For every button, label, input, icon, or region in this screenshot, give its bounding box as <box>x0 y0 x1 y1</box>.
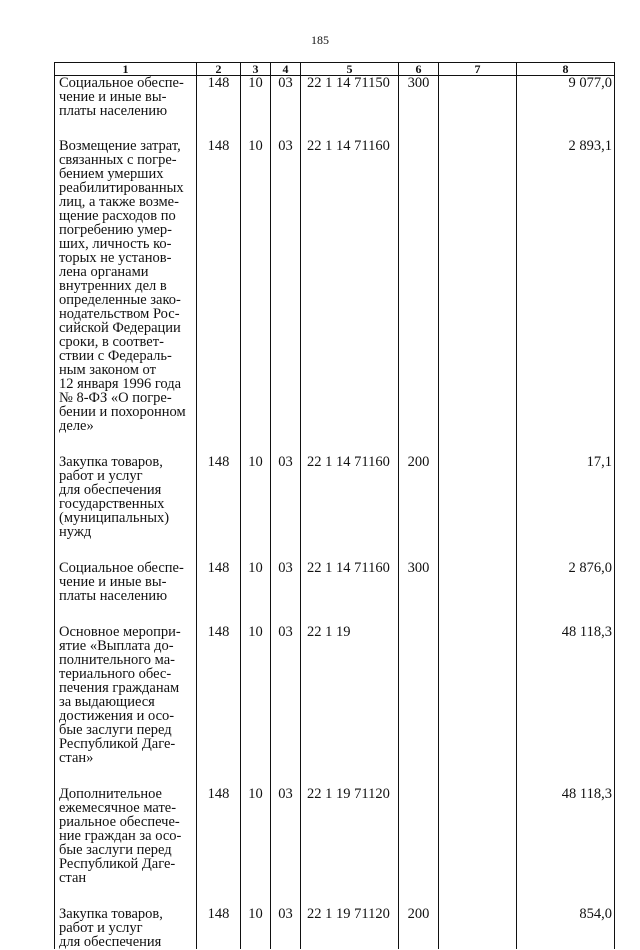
row-code-3: 10 <box>241 625 271 787</box>
page-number: 185 <box>311 33 329 47</box>
row-expense-type: 300 <box>399 561 439 625</box>
col-header-4: 4 <box>271 63 301 76</box>
row-code-2: 148 <box>197 139 241 455</box>
description-line: печения гражданам <box>59 680 180 696</box>
header-row <box>55 63 615 76</box>
row-code-4: 03 <box>271 76 301 140</box>
description-line: сийской Федерации <box>59 320 181 336</box>
row-code-2: 148 <box>197 787 241 907</box>
table-row <box>55 561 615 625</box>
description-line: торых не установ- <box>59 250 172 266</box>
row-col-7 <box>439 907 517 949</box>
row-expense-type: 300 <box>399 76 439 140</box>
row-code-4: 03 <box>271 787 301 907</box>
description-line: платы населению <box>59 588 168 604</box>
col-header-5: 5 <box>301 63 399 76</box>
row-target-code: 22 1 19 71120 <box>301 907 399 949</box>
description-line: работ и услуг <box>59 468 143 484</box>
row-expense-type: 200 <box>399 907 439 949</box>
description-line: стан» <box>59 750 94 766</box>
description-line: бением умерших <box>59 166 164 182</box>
row-code-4: 03 <box>271 625 301 787</box>
description-line: 12 января 1996 года <box>59 376 182 392</box>
description-line: платы населению <box>59 103 168 119</box>
table-row <box>55 625 615 787</box>
description-line: внутренних дел в <box>59 278 167 294</box>
row-code-2: 148 <box>197 455 241 561</box>
description-line: териального обес- <box>59 666 172 682</box>
row-code-3: 10 <box>241 907 271 949</box>
col-header-7: 7 <box>439 63 517 76</box>
description-line: чение и иные вы- <box>59 574 167 590</box>
description-line: Закупка товаров, <box>59 454 163 470</box>
description-line: Возмещение затрат, <box>59 138 181 154</box>
row-description <box>55 139 197 455</box>
description-line: щение расходов по <box>59 208 176 224</box>
col-header-1: 1 <box>55 63 197 76</box>
col-header-3: 3 <box>241 63 271 76</box>
row-target-code: 22 1 14 71150 <box>301 76 399 140</box>
row-target-code: 22 1 14 71160 <box>301 561 399 625</box>
description-line: (муниципальных) <box>59 510 170 526</box>
row-amount: 17,1 <box>517 455 615 561</box>
description-line: сроки, в соответ- <box>59 334 164 350</box>
description-line: Дополнительное <box>59 786 162 802</box>
description-line: для обеспечения <box>59 482 162 498</box>
description-line: реабилитированных <box>59 180 184 196</box>
description-line: достижения и осо- <box>59 708 175 724</box>
row-code-3: 10 <box>241 787 271 907</box>
col-header-8: 8 <box>517 63 615 76</box>
table-row <box>55 76 615 140</box>
description-line: чение и иные вы- <box>59 89 167 105</box>
description-line: ших, личность ко- <box>59 236 172 252</box>
row-description <box>55 76 197 140</box>
row-col-7 <box>439 625 517 787</box>
row-amount: 9 077,0 <box>517 76 615 140</box>
row-expense-type <box>399 787 439 907</box>
description-line: работ и услуг <box>59 920 143 936</box>
table-row <box>55 787 615 907</box>
col-header-6: 6 <box>399 63 439 76</box>
description-line: лена органами <box>59 264 149 280</box>
description-line: бении и похоронном <box>59 404 186 420</box>
row-code-2: 148 <box>197 76 241 140</box>
row-code-3: 10 <box>241 139 271 455</box>
description-line: нужд <box>59 524 92 540</box>
table-row <box>55 455 615 561</box>
row-code-4: 03 <box>271 139 301 455</box>
description-line: Социальное обеспе- <box>59 75 184 91</box>
description-line: деле» <box>59 418 94 434</box>
row-code-4: 03 <box>271 455 301 561</box>
description-line: бые заслуги перед <box>59 722 172 738</box>
row-amount: 48 118,3 <box>517 625 615 787</box>
description-line: погребению умер- <box>59 222 172 238</box>
row-code-4: 03 <box>271 907 301 949</box>
row-amount: 48 118,3 <box>517 787 615 907</box>
description-line: ние граждан за осо- <box>59 828 182 844</box>
description-line: ятие «Выплата до- <box>59 638 174 654</box>
description-line: лиц, а также возме- <box>59 194 179 210</box>
description-line: для обеспечения <box>59 934 162 950</box>
row-target-code: 22 1 14 71160 <box>301 455 399 561</box>
row-col-7 <box>439 787 517 907</box>
description-line: Основное меропри- <box>59 624 181 640</box>
row-code-3: 10 <box>241 561 271 625</box>
row-expense-type: 200 <box>399 455 439 561</box>
description-line: определенные зако- <box>59 292 181 308</box>
description-line: Социальное обеспе- <box>59 560 184 576</box>
row-col-7 <box>439 76 517 140</box>
description-line: ствии с Федераль- <box>59 348 172 364</box>
row-description <box>55 561 197 625</box>
description-line: № 8-ФЗ «О погре- <box>59 390 172 406</box>
row-description <box>55 787 197 907</box>
row-amount: 2 876,0 <box>517 561 615 625</box>
row-description <box>55 625 197 787</box>
description-line: бые заслуги перед <box>59 842 172 858</box>
description-line: Закупка товаров, <box>59 906 163 922</box>
row-code-2: 148 <box>197 625 241 787</box>
budget-table <box>54 62 615 949</box>
row-code-2: 148 <box>197 561 241 625</box>
row-col-7 <box>439 561 517 625</box>
description-line: ным законом от <box>59 362 156 378</box>
row-col-7 <box>439 139 517 455</box>
table-row <box>55 139 615 455</box>
row-target-code: 22 1 19 71120 <box>301 787 399 907</box>
table-row <box>55 907 615 949</box>
description-line: Республикой Даге- <box>59 736 176 752</box>
description-line: связанных с погре- <box>59 152 177 168</box>
row-target-code: 22 1 14 71160 <box>301 139 399 455</box>
description-line: нодательством Рос- <box>59 306 180 322</box>
row-target-code: 22 1 19 <box>301 625 399 787</box>
col-header-2: 2 <box>197 63 241 76</box>
row-code-3: 10 <box>241 76 271 140</box>
row-amount: 2 893,1 <box>517 139 615 455</box>
description-line: полнительного ма- <box>59 652 176 668</box>
row-col-7 <box>439 455 517 561</box>
description-line: Республикой Даге- <box>59 856 176 872</box>
description-line: стан <box>59 870 87 886</box>
description-line: за выдающиеся <box>59 694 155 710</box>
row-expense-type <box>399 139 439 455</box>
row-description <box>55 455 197 561</box>
table-body <box>55 76 615 950</box>
row-code-2: 148 <box>197 907 241 949</box>
row-expense-type <box>399 625 439 787</box>
description-line: риальное обеспече- <box>59 814 180 830</box>
row-description <box>55 907 197 949</box>
row-code-3: 10 <box>241 455 271 561</box>
row-amount: 854,0 <box>517 907 615 949</box>
row-code-4: 03 <box>271 561 301 625</box>
description-line: ежемесячное мате- <box>59 800 177 816</box>
description-line: государственных <box>59 496 165 512</box>
